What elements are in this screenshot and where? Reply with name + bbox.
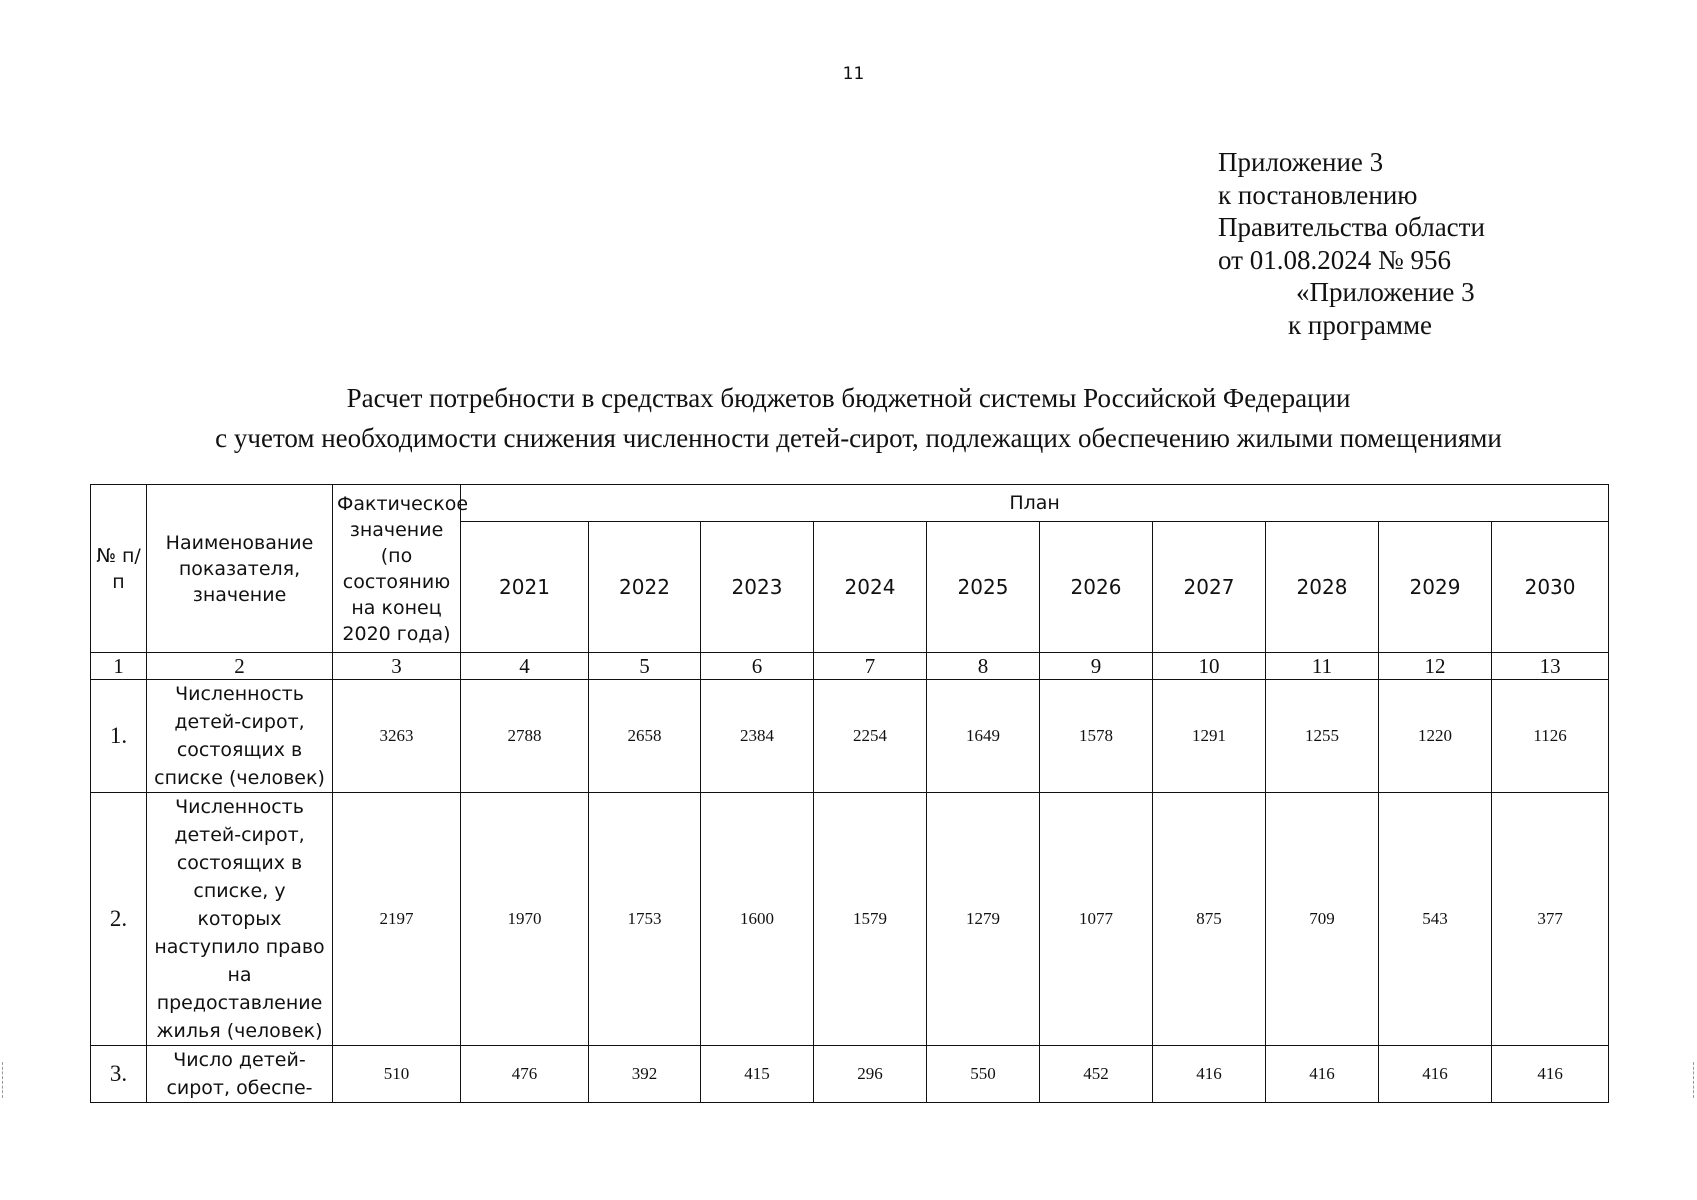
table-row bbox=[91, 680, 1609, 793]
cell-value: 1255 bbox=[1266, 680, 1379, 793]
scan-edge-mark-left bbox=[2, 1062, 4, 1098]
row-name: Численность детей-сирот, состоящих в списке (человек) bbox=[147, 680, 333, 793]
cell-value: 1220 bbox=[1379, 680, 1492, 793]
cell-value: 476 bbox=[461, 1046, 589, 1103]
document-title bbox=[0, 378, 1697, 458]
appendix-line-2: к постановлению bbox=[1218, 179, 1418, 210]
column-number: 8 bbox=[927, 653, 1040, 680]
cell-value: 543 bbox=[1379, 793, 1492, 1046]
header-year: 2022 bbox=[589, 522, 701, 653]
cell-value: 416 bbox=[1379, 1046, 1492, 1103]
row-number: 1. bbox=[91, 680, 147, 793]
column-number: 10 bbox=[1153, 653, 1266, 680]
document-title-line-2: с учетом необходимости снижения численности детей-сирот, подлежащих обеспечению жилыми помещениями bbox=[215, 423, 1502, 453]
column-number: 4 bbox=[461, 653, 589, 680]
cell-value: 1579 bbox=[814, 793, 927, 1046]
header-year: 2023 bbox=[701, 522, 814, 653]
budget-table bbox=[90, 484, 1609, 1103]
cell-value: 1970 bbox=[461, 793, 589, 1046]
cell-value: 1600 bbox=[701, 793, 814, 1046]
column-number: 13 bbox=[1492, 653, 1609, 680]
cell-value: 2197 bbox=[333, 793, 461, 1046]
header-row-1 bbox=[91, 485, 1609, 522]
column-numbers-row bbox=[91, 653, 1609, 680]
column-number: 6 bbox=[701, 653, 814, 680]
header-year: 2029 bbox=[1379, 522, 1492, 653]
row-number: 2. bbox=[91, 793, 147, 1046]
scan-edge-mark-right bbox=[1693, 1062, 1695, 1098]
column-number: 9 bbox=[1040, 653, 1153, 680]
cell-value: 1126 bbox=[1492, 680, 1609, 793]
header-name: Наименование показателя, значение bbox=[147, 485, 333, 653]
appendix-line-5: «Приложение 3 bbox=[1296, 277, 1475, 307]
cell-value: 2384 bbox=[701, 680, 814, 793]
column-number: 1 bbox=[91, 653, 147, 680]
appendix-line-6: к программе bbox=[1288, 309, 1433, 340]
cell-value: 2254 bbox=[814, 680, 927, 793]
cell-value: 3263 bbox=[333, 680, 461, 793]
cell-value: 392 bbox=[589, 1046, 701, 1103]
appendix-line-3: Правительства области bbox=[1218, 212, 1485, 242]
column-number: 12 bbox=[1379, 653, 1492, 680]
cell-value: 1578 bbox=[1040, 680, 1153, 793]
header-plan: План bbox=[461, 485, 1609, 522]
header-year: 2030 bbox=[1492, 522, 1609, 653]
cell-value: 1077 bbox=[1040, 793, 1153, 1046]
column-number: 5 bbox=[589, 653, 701, 680]
header-year: 2021 bbox=[461, 522, 589, 653]
budget-table-container bbox=[90, 484, 1602, 1103]
cell-value: 377 bbox=[1492, 793, 1609, 1046]
cell-value: 1291 bbox=[1153, 680, 1266, 793]
column-number: 11 bbox=[1266, 653, 1379, 680]
header-year: 2025 bbox=[927, 522, 1040, 653]
column-number: 7 bbox=[814, 653, 927, 680]
appendix-line-1: Приложение 3 bbox=[1218, 147, 1384, 177]
column-number: 3 bbox=[333, 653, 461, 680]
header-fact: Фактическое значение (по состоянию на конец 2020 года) bbox=[333, 485, 461, 653]
table-row bbox=[91, 793, 1609, 1046]
cell-value: 2788 bbox=[461, 680, 589, 793]
cell-value: 1753 bbox=[589, 793, 701, 1046]
cell-value: 296 bbox=[814, 1046, 927, 1103]
header-num: № п/п bbox=[91, 485, 147, 653]
page-number: 11 bbox=[842, 64, 865, 84]
row-name: Численность детей-сирот, состоящих в списке, у которых наступило право на предоставление жилья (человек) bbox=[147, 793, 333, 1046]
cell-value: 2658 bbox=[589, 680, 701, 793]
row-number: 3. bbox=[91, 1046, 147, 1103]
cell-value: 416 bbox=[1266, 1046, 1379, 1103]
cell-value: 452 bbox=[1040, 1046, 1153, 1103]
column-number: 2 bbox=[147, 653, 333, 680]
appendix-line-4: от 01.08.2024 № 956 bbox=[1218, 244, 1451, 275]
cell-value: 510 bbox=[333, 1046, 461, 1103]
cell-value: 416 bbox=[1492, 1046, 1609, 1103]
cell-value: 875 bbox=[1153, 793, 1266, 1046]
cell-value: 709 bbox=[1266, 793, 1379, 1046]
cell-value: 1279 bbox=[927, 793, 1040, 1046]
cell-value: 550 bbox=[927, 1046, 1040, 1103]
header-year: 2026 bbox=[1040, 522, 1153, 653]
cell-value: 416 bbox=[1153, 1046, 1266, 1103]
appendix-block bbox=[1218, 146, 1485, 341]
cell-value: 1649 bbox=[927, 680, 1040, 793]
header-year: 2027 bbox=[1153, 522, 1266, 653]
document-title-line-1: Расчет потребности в средствах бюджетов бюджетной системы Российской Федерации bbox=[346, 383, 1351, 413]
table-row bbox=[91, 1046, 1609, 1103]
header-year: 2028 bbox=[1266, 522, 1379, 653]
row-name: Число детей-сирот, обеспе- bbox=[147, 1046, 333, 1103]
cell-value: 415 bbox=[701, 1046, 814, 1103]
header-year: 2024 bbox=[814, 522, 927, 653]
